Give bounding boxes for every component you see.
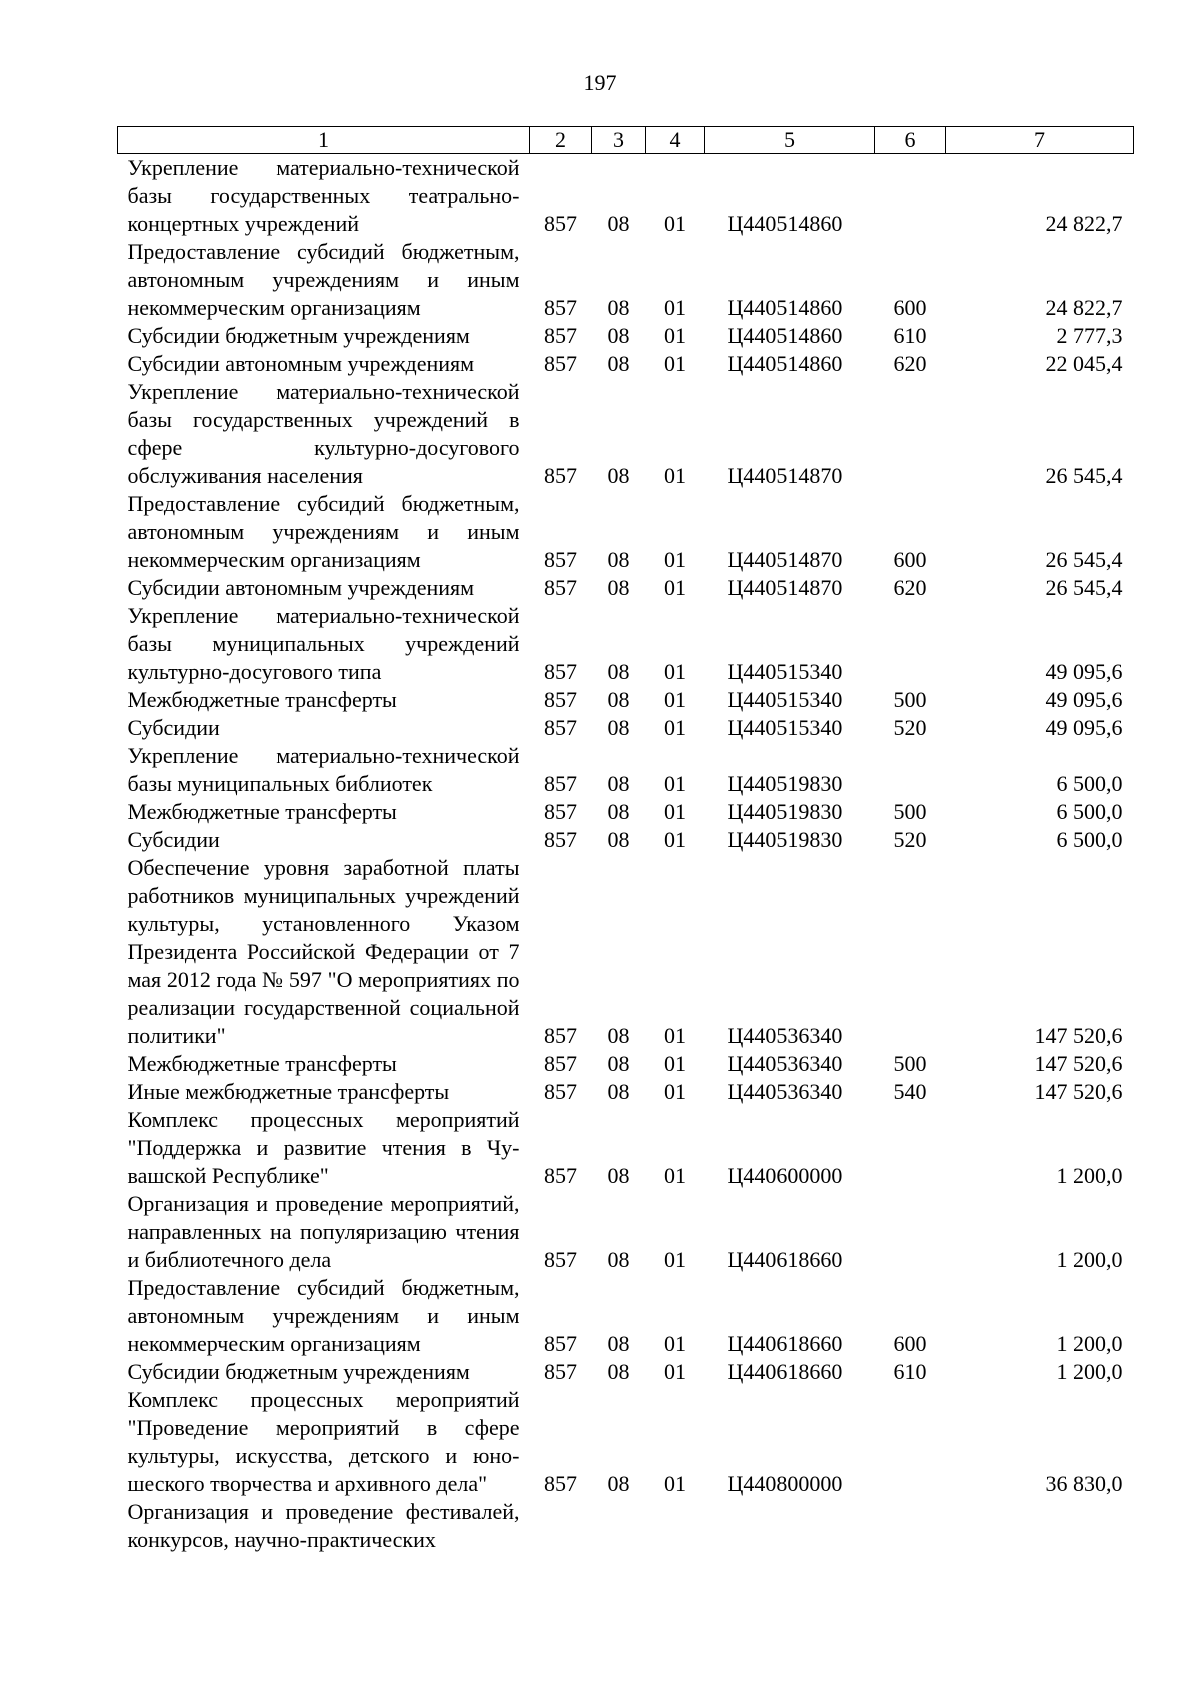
cell-expense-type: 610	[893, 323, 927, 348]
cell-amount: 1 200,0	[1056, 1331, 1123, 1356]
table-row	[118, 1386, 1134, 1498]
cell-target: Ц440515340	[727, 687, 843, 712]
cell-ministry: 857	[544, 547, 577, 572]
cell-expense-type: 600	[893, 295, 927, 320]
cell-name: Комплекс процессных мероприятий "Проведение мероприятий в сфере культуры, искусства, детского и юношеского творчества и архивного дела"	[127, 1387, 520, 1496]
cell-section: 08	[607, 211, 630, 236]
cell-name: Субсидии бюджетным учреждениям	[127, 1359, 470, 1384]
cell-target	[705, 1498, 875, 1554]
cell-name: Субсидии бюджетным учреждениям	[127, 323, 470, 348]
cell-ministry: 857	[544, 1079, 577, 1104]
cell-expense-type: 600	[893, 1331, 927, 1356]
cell-name: Иные межбюджетные трансферты	[127, 1079, 450, 1104]
cell-subsection: 01	[664, 799, 686, 824]
cell-subsection: 01	[664, 1051, 686, 1076]
cell-target: Ц440536340	[727, 1023, 843, 1048]
cell-ministry: 857	[544, 211, 577, 236]
cell-ministry: 857	[544, 1023, 577, 1048]
table-row	[118, 154, 1134, 239]
cell-section: 08	[607, 799, 630, 824]
cell-ministry: 857	[544, 295, 577, 320]
cell-section: 08	[607, 827, 630, 852]
cell-name: Предоставление субсидий бюджетным, автономным учреждениям и иным некоммерческим организациям	[127, 239, 520, 320]
cell-ministry: 857	[544, 771, 577, 796]
cell-amount: 49 095,6	[1045, 687, 1123, 712]
cell-name: Укрепление материально-технической базы муниципальных учреждений культурно-досугового типа	[127, 603, 520, 684]
table-row	[118, 798, 1134, 826]
table-row	[118, 1358, 1134, 1386]
table-row	[118, 1106, 1134, 1190]
cell-ministry: 857	[544, 1471, 577, 1496]
header-cell-ministry: 2	[530, 127, 592, 154]
table-body	[118, 154, 1134, 1555]
cell-section: 08	[607, 1331, 630, 1356]
header-cell-subsection: 4	[646, 127, 705, 154]
cell-amount: 26 545,4	[1045, 547, 1123, 572]
cell-amount: 36 830,0	[1045, 1471, 1123, 1496]
cell-subsection: 01	[664, 351, 686, 376]
cell-expense-type	[875, 602, 946, 686]
cell-amount: 6 500,0	[1056, 771, 1123, 796]
cell-amount: 6 500,0	[1056, 827, 1123, 852]
cell-ministry: 857	[544, 1163, 577, 1188]
cell-name: Организация и проведение фестивалей, конкурсов, научно-практических	[127, 1499, 520, 1552]
cell-subsection: 01	[664, 1023, 686, 1048]
cell-expense-type: 500	[893, 1051, 927, 1076]
cell-subsection: 01	[664, 323, 686, 348]
cell-amount: 26 545,4	[1045, 575, 1123, 600]
table-row	[118, 490, 1134, 574]
cell-amount: 2 777,3	[1056, 323, 1123, 348]
cell-target: Ц440514870	[727, 463, 843, 488]
cell-ministry: 857	[544, 715, 577, 740]
cell-subsection: 01	[664, 827, 686, 852]
cell-target: Ц440515340	[727, 659, 843, 684]
cell-target: Ц440514860	[727, 295, 843, 320]
cell-subsection: 01	[664, 295, 686, 320]
cell-subsection: 01	[664, 463, 686, 488]
cell-ministry: 857	[544, 1051, 577, 1076]
cell-name: Субсидии автономным учреждениям	[127, 575, 475, 600]
cell-section: 08	[607, 1051, 630, 1076]
cell-subsection: 01	[664, 1331, 686, 1356]
cell-amount: 6 500,0	[1056, 799, 1123, 824]
table-row	[118, 238, 1134, 322]
table-row	[118, 742, 1134, 798]
table-row	[118, 350, 1134, 378]
cell-name: Организация и проведение мероприятий, направленных на популяризацию чтения и библиотечного дела	[127, 1191, 520, 1272]
cell-name: Укрепление материально-технической базы муниципальных библиотек	[127, 743, 520, 796]
cell-section: 08	[607, 1079, 630, 1104]
table-row	[118, 602, 1134, 686]
cell-subsection: 01	[664, 715, 686, 740]
cell-amount	[946, 1498, 1134, 1554]
cell-expense-type: 540	[893, 1079, 927, 1104]
cell-section: 08	[607, 351, 630, 376]
cell-expense-type: 610	[893, 1359, 927, 1384]
cell-name: Комплекс процессных мероприятий "Поддержка и развитие чтения в Чувашской Республике"	[127, 1107, 520, 1188]
cell-subsection: 01	[664, 1163, 686, 1188]
cell-subsection: 01	[664, 687, 686, 712]
cell-name: Субсидии автономным учреждениям	[127, 351, 475, 376]
cell-target: Ц440514860	[727, 211, 843, 236]
table-row	[118, 574, 1134, 602]
table-row	[118, 854, 1134, 1050]
table-row	[118, 1498, 1134, 1554]
cell-section: 08	[607, 1247, 630, 1272]
cell-target: Ц440519830	[727, 799, 843, 824]
cell-expense-type: 520	[893, 715, 927, 740]
table-row	[118, 1050, 1134, 1078]
cell-ministry: 857	[544, 463, 577, 488]
cell-target: Ц440536340	[727, 1079, 843, 1104]
cell-section: 08	[607, 687, 630, 712]
cell-name: Межбюджетные трансферты	[127, 799, 397, 824]
cell-subsection: 01	[664, 547, 686, 572]
cell-target: Ц440600000	[727, 1163, 843, 1188]
table-row	[118, 714, 1134, 742]
table-row	[118, 826, 1134, 854]
cell-subsection: 01	[664, 1471, 686, 1496]
cell-section: 08	[607, 1023, 630, 1048]
cell-section: 08	[607, 547, 630, 572]
cell-expense-type: 620	[893, 351, 927, 376]
cell-subsection	[646, 1498, 705, 1554]
cell-target: Ц440514870	[727, 575, 843, 600]
cell-name: Межбюджетные трансферты	[127, 687, 397, 712]
cell-name: Укрепление материально-технической базы государственных театрально-концертных учреждений	[127, 155, 520, 236]
cell-target: Ц440800000	[727, 1471, 843, 1496]
cell-section: 08	[607, 295, 630, 320]
cell-ministry: 857	[544, 1359, 577, 1384]
cell-amount: 24 822,7	[1045, 211, 1123, 236]
header-cell-name: 1	[118, 127, 530, 154]
cell-expense-type: 500	[893, 687, 927, 712]
cell-expense-type	[875, 1106, 946, 1190]
cell-section: 08	[607, 575, 630, 600]
table-header	[118, 127, 1134, 154]
table-row	[118, 322, 1134, 350]
cell-subsection: 01	[664, 1247, 686, 1272]
cell-ministry: 857	[544, 351, 577, 376]
cell-expense-type: 600	[893, 547, 927, 572]
cell-section: 08	[607, 771, 630, 796]
cell-expense-type	[875, 154, 946, 239]
cell-target: Ц440519830	[727, 827, 843, 852]
cell-target: Ц440514870	[727, 547, 843, 572]
header-cell-target: 5	[705, 127, 875, 154]
cell-amount: 24 822,7	[1045, 295, 1123, 320]
cell-ministry: 857	[544, 323, 577, 348]
cell-name: Укрепление материально-технической базы государственных учреждений в сфере культурно-досугового обслуживания населения	[127, 379, 520, 488]
cell-target: Ц440514860	[727, 323, 843, 348]
cell-target: Ц440519830	[727, 771, 843, 796]
cell-subsection: 01	[664, 659, 686, 684]
cell-subsection: 01	[664, 771, 686, 796]
cell-name: Обеспечение уровня заработной платы работников муниципальных учреждений культуры, установленного Указом Президента Российской Федерации от 7 мая 2012 года № 597 "О мероприятиях по реализации государственной социальной политики"	[127, 855, 520, 1048]
cell-amount: 147 520,6	[1034, 1023, 1123, 1048]
header-row	[118, 127, 1134, 154]
cell-expense-type	[875, 1386, 946, 1498]
table-row	[118, 1190, 1134, 1274]
cell-section: 08	[607, 1163, 630, 1188]
cell-target: Ц440618660	[727, 1331, 843, 1356]
header-cell-expense-type: 6	[875, 127, 946, 154]
cell-subsection: 01	[664, 211, 686, 236]
cell-ministry: 857	[544, 1331, 577, 1356]
cell-section: 08	[607, 463, 630, 488]
cell-target: Ц440618660	[727, 1359, 843, 1384]
cell-expense-type: 520	[893, 827, 927, 852]
cell-section	[592, 1498, 646, 1554]
cell-ministry: 857	[544, 799, 577, 824]
cell-subsection: 01	[664, 1359, 686, 1384]
cell-ministry: 857	[544, 1247, 577, 1272]
cell-amount: 49 095,6	[1045, 715, 1123, 740]
cell-name: Субсидии	[127, 715, 220, 740]
cell-amount: 49 095,6	[1045, 659, 1123, 684]
cell-target: Ц440515340	[727, 715, 843, 740]
cell-section: 08	[607, 323, 630, 348]
cell-amount: 1 200,0	[1056, 1247, 1123, 1272]
cell-section: 08	[607, 659, 630, 684]
table-row	[118, 1274, 1134, 1358]
cell-ministry: 857	[544, 575, 577, 600]
cell-expense-type: 620	[893, 575, 927, 600]
cell-expense-type	[875, 378, 946, 490]
cell-section: 08	[607, 1359, 630, 1384]
cell-amount: 26 545,4	[1045, 463, 1123, 488]
cell-ministry: 857	[544, 687, 577, 712]
page-number: 197	[583, 70, 617, 95]
table-row	[118, 378, 1134, 490]
cell-subsection: 01	[664, 1079, 686, 1104]
cell-amount: 1 200,0	[1056, 1359, 1123, 1384]
cell-subsection: 01	[664, 575, 686, 600]
cell-name: Межбюджетные трансферты	[127, 1051, 397, 1076]
cell-target: Ц440514860	[727, 351, 843, 376]
cell-target: Ц440618660	[727, 1247, 843, 1272]
cell-expense-type	[875, 742, 946, 798]
cell-ministry: 857	[544, 827, 577, 852]
cell-ministry: 857	[544, 659, 577, 684]
cell-amount: 147 520,6	[1034, 1051, 1123, 1076]
cell-expense-type: 500	[893, 799, 927, 824]
cell-section: 08	[607, 1471, 630, 1496]
cell-amount: 22 045,4	[1045, 351, 1123, 376]
header-cell-amount: 7	[946, 127, 1134, 154]
cell-expense-type	[875, 854, 946, 1050]
table-row	[118, 686, 1134, 714]
cell-expense-type	[875, 1498, 946, 1554]
cell-amount: 147 520,6	[1034, 1079, 1123, 1104]
cell-name: Субсидии	[127, 827, 220, 852]
budget-table	[117, 126, 1134, 1554]
cell-target: Ц440536340	[727, 1051, 843, 1076]
cell-expense-type	[875, 1190, 946, 1274]
header-cell-section: 3	[592, 127, 646, 154]
cell-amount: 1 200,0	[1056, 1163, 1123, 1188]
cell-ministry	[530, 1498, 592, 1554]
cell-section: 08	[607, 715, 630, 740]
table-row	[118, 1078, 1134, 1106]
cell-name: Предоставление субсидий бюджетным, автономным учреждениям и иным некоммерческим организациям	[127, 491, 520, 572]
cell-name: Предоставление субсидий бюджетным, автономным учреждениям и иным некоммерческим организациям	[127, 1275, 520, 1356]
